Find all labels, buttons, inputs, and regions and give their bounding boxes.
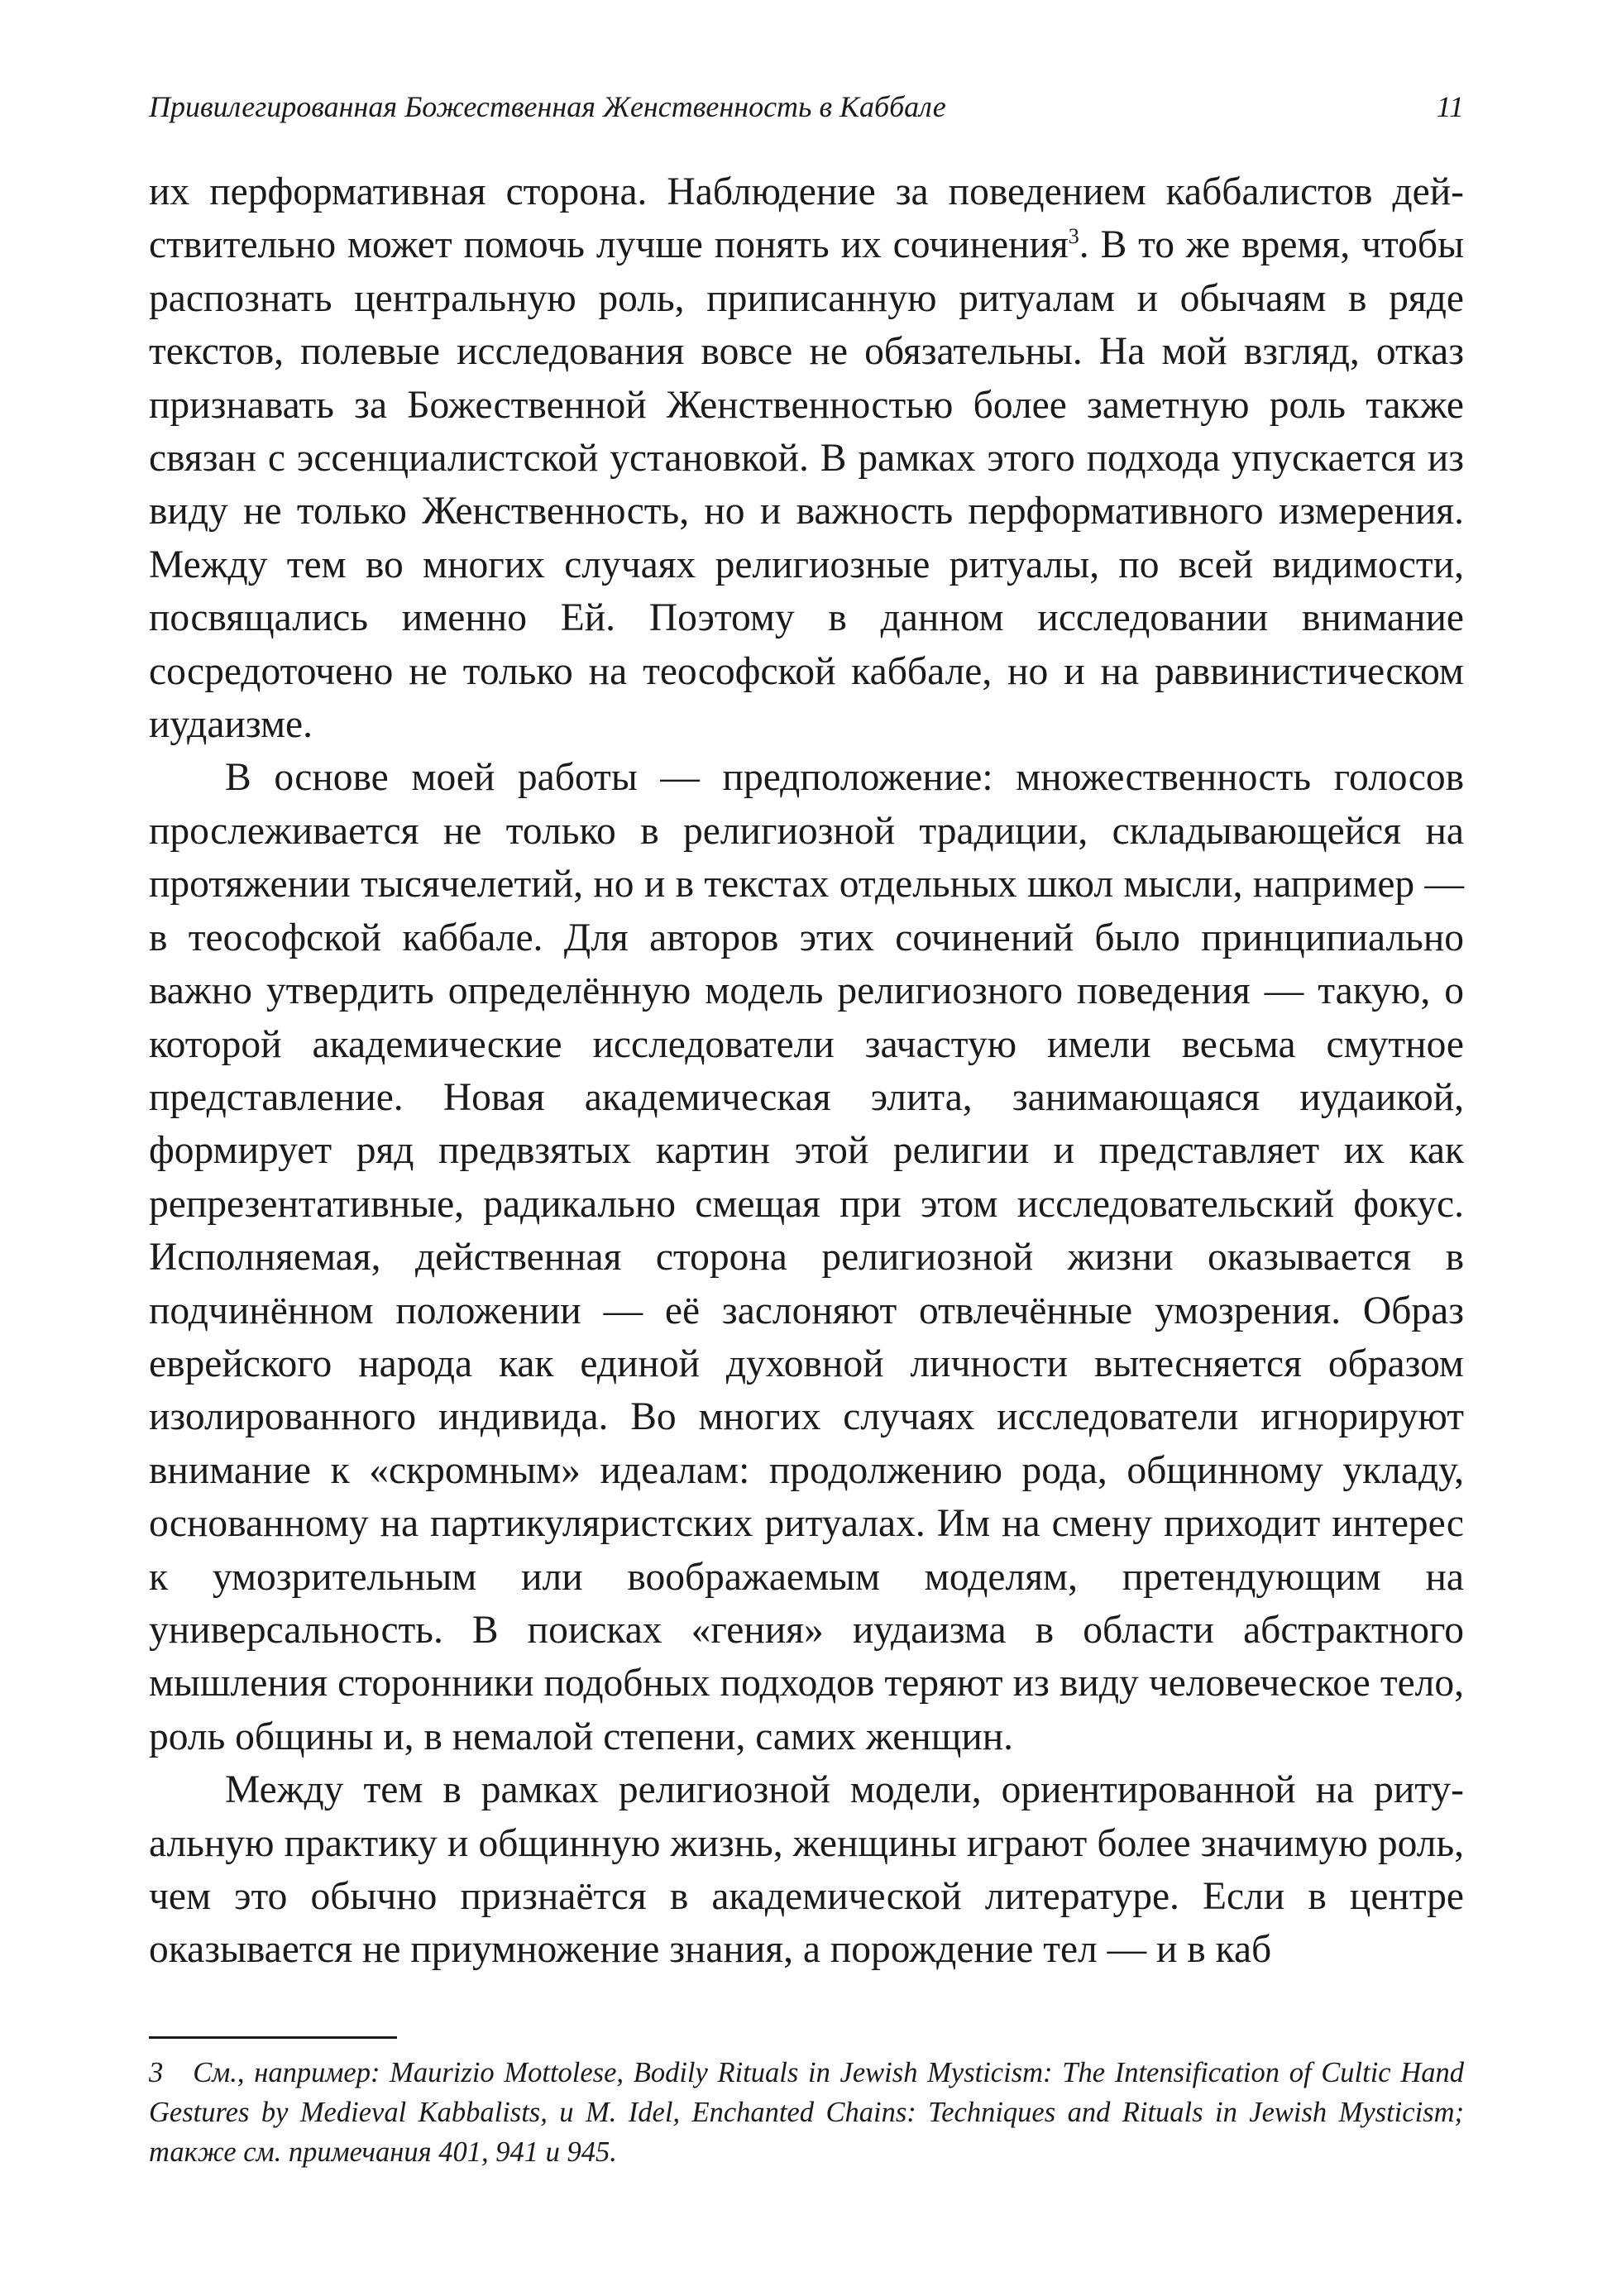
paragraph-1-text-start: их перформативная сторона. Наблюдение за поведением каббалистов действительно может помочь лучше понять их сочинения <box>149 170 1464 267</box>
paragraph-2: В основе моей работы — предположение: множественность голосов прослеживается не только в религиозной традиции, складывающейся на протяжении тысячелетий, но и в текстах отдельных школ мысли, например — в теософской каббале. Для авторов этих сочинений было принципиально важно утвердить определённую модель религиозного поведения — такую, о которой академические исследователи зачастую имели весьма смутное представление. Новая академическая элита, занимающаяся иудаикой, формирует ряд предвзятых картин этой религии и представляет их как репрезентативные, радикально смещая при этом исследовательский фокус. Исполняемая, действенная сторона религиозной жизни оказывается в подчинённом положении — её заслоняют отвлечённые умозрения. Образ еврейского народа как единой духовной личности вытесняется образом изолированного индивида. Во многих случаях исследователи игнорируют внимание к «скромным» идеалам: продолжению рода, общинному укладу, основанному на партикуляристских ритуалах. Им на смену приходит интерес к умозрительным или воображаемым моделям, претендующим на универсальность. В поисках «гения» иудаизма в области абстрактного мышления сторонники подобных подходов теряют из виду человеческое тело, роль общины и, в немалой степени, самих женщин. <box>149 756 1464 1758</box>
page-number: 11 <box>1436 90 1464 123</box>
footnote-reference[interactable]: 3 <box>1068 224 1079 249</box>
footnote-text: См., например: Maurizio Mottolese, Bodily Rituals in Jewish Mysticism: The Intensification of Cultic Hand Gestures by Medieval Kabbalists, и M. Idel, Enchanted Chains: Techniques and Rituals in Jewish Mysticism; также см. примечания 401, 941 и 945. <box>149 2057 1464 2168</box>
paragraph-1 <box>149 165 1464 751</box>
paragraph-1-text-end: . В то же время, чтобы распознать центральную роль, приписанную ритуалам и обычаям в ряде текстов, полевые исследования вовсе не обязательны. На мой взгляд, отказ признавать за Божественной Женственностью более заметную роль также связан с эссенциалистской установкой. В рамках этого подхода упускается из виду не только Женственность, но и важность перформативного измерения. Между тем во многих случаях религиозные ритуалы, по всей видимости, посвящались именно Ей. Поэтому в данном исследовании внимание сосредоточено не только на теософской каббале, но и на раввинистическом иудаизме. <box>149 223 1464 747</box>
running-head <box>149 86 1464 127</box>
footnote <box>149 2053 1464 2172</box>
running-head-title: Привилегированная Божественная Женственность в Каббале <box>149 90 946 123</box>
footnote-number: 3 <box>149 2057 164 2088</box>
paragraph-3: Между тем в рамках религиозной модели, ориентированной на ритуальную практику и общинную жизнь, женщины играют более значимую роль, чем это обычно признаётся в академической литературе. Если в центре оказывается не приумножение знания, а порождение тел — и в каб <box>149 1768 1464 1972</box>
footnote-separator <box>149 2036 397 2039</box>
main-text <box>149 165 1464 1977</box>
